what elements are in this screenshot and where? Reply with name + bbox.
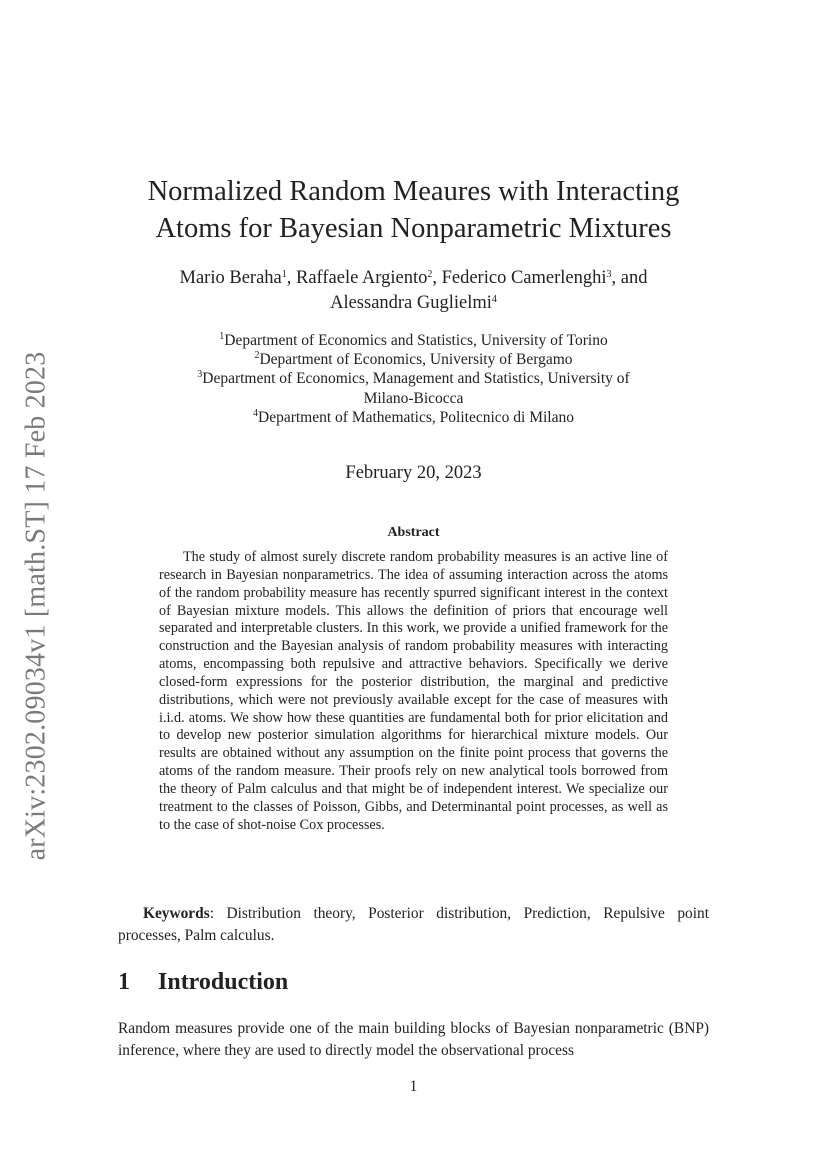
publication-date: February 20, 2023 — [345, 463, 482, 483]
author-1: Mario Beraha — [179, 268, 282, 288]
section-title: Introduction — [158, 969, 289, 995]
affiliation-list — [110, 331, 717, 427]
arxiv-id-text: arXiv:2302.09034v1 [math.ST] 17 Feb 2023 — [20, 351, 51, 861]
author-2: Raffaele Argiento — [296, 268, 428, 288]
affiliation-2-mark: 2 — [254, 350, 260, 362]
affiliation-2-text: Department of Economics, University of Bergamo — [259, 351, 573, 369]
author-3-affiliation-mark: 3 — [606, 269, 612, 280]
keywords-paragraph — [118, 903, 709, 946]
title-line-1: Normalized Random Meaures with Interacting — [147, 176, 680, 207]
author-4-affiliation-mark: 4 — [491, 294, 497, 305]
introduction-paragraph: Random measures provide one of the main building blocks of Bayesian nonparametric (BNP) inference, where they are used to directly model the observational process — [118, 1020, 709, 1059]
affiliation-2 — [110, 350, 717, 369]
affiliation-1 — [110, 331, 717, 350]
affiliation-4-mark: 4 — [253, 407, 259, 419]
paper-title — [110, 173, 717, 247]
arxiv-identifier-stamp — [10, 352, 62, 860]
affiliation-1-text: Department of Economics and Statistics, University of Torino — [224, 332, 608, 349]
author-4: Alessandra Guglielmi — [330, 293, 492, 313]
page-number: 1 — [409, 1078, 418, 1095]
affiliation-4 — [110, 408, 717, 427]
author-conjunction: and — [620, 268, 648, 288]
author-2-affiliation-mark: 2 — [427, 269, 433, 280]
keywords-label: Keywords — [143, 905, 210, 922]
author-1-affiliation-mark: 1 — [281, 269, 287, 280]
affiliation-4-text: Department of Mathematics, Politecnico di Milano — [258, 408, 574, 426]
author-3: Federico Camerlenghi — [441, 268, 607, 288]
affiliation-3-text-line-2: Milano-Bicocca — [363, 389, 464, 407]
author-list: Mario Beraha$^1$, Raffaele Argiento$^2$, Federico Camerlenghi$^3$, and Alessandra Guglielmi$^4$ — [179, 268, 648, 313]
section-number: 1 — [118, 969, 130, 995]
keywords-text: : Distribution theory, Posterior distribution, Prediction, Repulsive point processes, Palm calculus. — [118, 905, 709, 944]
title-line-2: Atoms for Bayesian Nonparametric Mixtures — [155, 213, 672, 244]
affiliation-3 — [110, 369, 717, 407]
abstract-text: The study of almost surely discrete random probability measures is an active line of research in Bayesian nonparametrics. The idea of assuming interaction across the atoms of the random probability measure has recently spurred significant interest in the context of Bayesian mixture models. This allows the definition of priors that encourage well separated and interpretable clusters. In this work, we provide a unified framework for the construction and the Bayesian analysis of random probability measures with interacting atoms, encompassing both repulsive and attractive behaviors. Specifically we derive closed-form expressions for the posterior distribution, the marginal and predictive distributions, which were not previously available except for the case of measures with i.i.d. atoms. We show how these quantities are fundamental both for prior elicitation and to develop new posterior simulation algorithms for hierarchical mixture models. Our results are obtained without any assumption on the finite point process that governs the atoms of the random measure. Their proofs rely on new analytical tools borrowed from the theory of Palm calculus and that might be of independent interest. We specialize our treatment to the classes of Poisson, Gibbs, and Determinantal point processes, as well as to the case of shot-noise Cox processes. — [159, 549, 668, 833]
abstract-heading: Abstract — [387, 525, 440, 540]
section-heading — [118, 969, 709, 996]
affiliation-3-mark: 3 — [197, 369, 203, 381]
affiliation-1-mark: 1 — [219, 331, 225, 342]
affiliation-3-text-line-1: Department of Economics, Management and Statistics, University of — [202, 370, 630, 388]
